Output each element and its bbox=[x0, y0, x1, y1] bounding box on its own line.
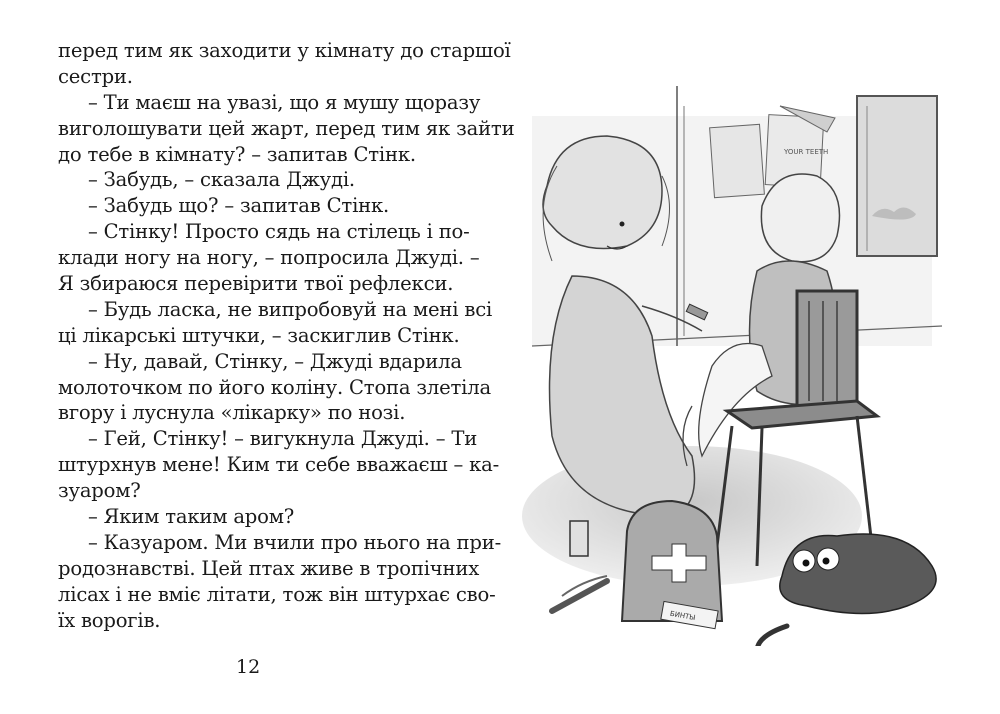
text-line: – Ти маєш на увазі, що я мушу щоразу bbox=[88, 90, 481, 114]
text-line: родознавстві. Цей птах живе в тропічних bbox=[58, 556, 480, 580]
medicine-bottle bbox=[570, 521, 588, 556]
text-line: – Забудь що? – запитав Стінк. bbox=[88, 194, 390, 218]
page-number: 12 bbox=[236, 656, 261, 678]
text-line: молоточком по його коліну. Стопа злетіла bbox=[58, 375, 491, 399]
text-line: – Казуаром. Ми вчили про нього на при- bbox=[88, 530, 502, 554]
text-line: – Стінку! Просто сядь на стілець і по- bbox=[88, 220, 470, 244]
text-line: сестри. bbox=[58, 64, 133, 88]
box-label: БИНТЫ bbox=[669, 609, 697, 623]
text-line: виголошувати цей жарт, перед тим як зайти bbox=[58, 116, 515, 140]
text-line: – Забудь, – сказала Джуді. bbox=[88, 168, 355, 192]
text-line: штурхнув мене! Ким ти себе вважаєш – ка- bbox=[58, 453, 500, 477]
text-line: зуаром? bbox=[58, 479, 141, 503]
text-line: – Яким таким аром? bbox=[88, 505, 295, 529]
text-line: – Гей, Стінку! – вигукнула Джуді. – Ти bbox=[88, 427, 478, 451]
text-line: вгору і луснула «лікарку» по нозі. bbox=[58, 401, 406, 425]
body-text bbox=[58, 38, 515, 633]
text-line: клади ногу на ногу, – попросила Джуді. – bbox=[58, 246, 480, 270]
text-line: лісах і не вміє літати, тож він штурхає сво- bbox=[58, 582, 496, 606]
text-line: Я збираюся перевірити твої рефлекси. bbox=[58, 272, 454, 296]
text-line: до тебе в кімнату? – запитав Стінк. bbox=[58, 142, 416, 166]
window bbox=[857, 96, 937, 256]
text-line: ці лікарські штучки, – заскиглив Стінк. bbox=[58, 323, 460, 347]
poster-text: YOUR TEETH bbox=[784, 148, 829, 156]
text-line: їх ворогів. bbox=[58, 608, 161, 632]
illustration bbox=[512, 76, 952, 646]
text-line: – Ну, давай, Стінку, – Джуді вдарила bbox=[88, 349, 462, 373]
text-line: перед тим як заходити у кімнату до старшої bbox=[58, 39, 511, 62]
text-line: – Будь ласка, не випробовуй на мені всі bbox=[88, 297, 493, 321]
